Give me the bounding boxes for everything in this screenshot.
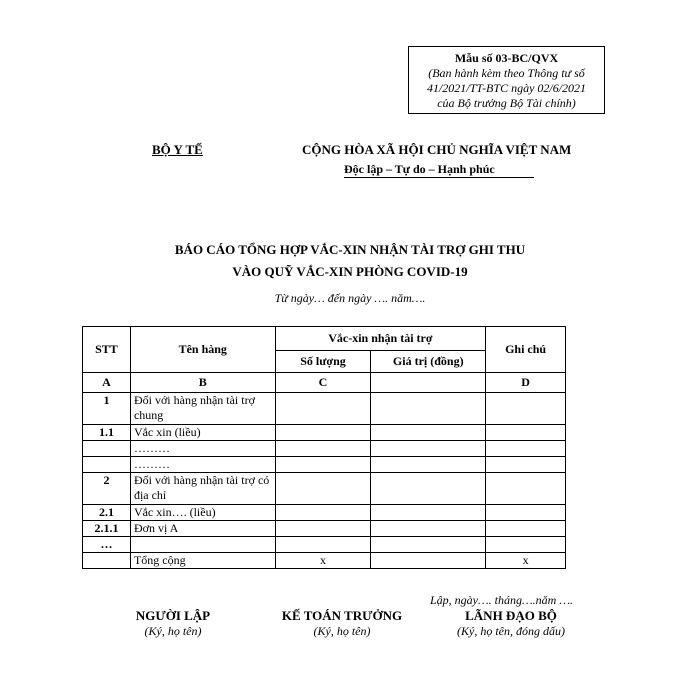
cell-value — [371, 521, 486, 537]
cell-stt: … — [83, 537, 131, 553]
cell-value — [371, 457, 486, 473]
cell-note — [486, 505, 566, 521]
accountant-title: KẾ TOÁN TRƯỞNG — [281, 608, 403, 623]
cell-value — [371, 425, 486, 441]
header-stt: STT — [83, 327, 131, 373]
cell-name: Đơn vị A — [130, 521, 275, 537]
table-row — [83, 457, 566, 473]
cell-note — [486, 393, 566, 425]
preparer-title: NGƯỜI LẬP — [135, 608, 211, 623]
code-b: B — [130, 373, 275, 393]
motto: Độc lập – Tự do – Hạnh phúc — [344, 162, 495, 176]
cell-name: Vắc xin…. (liều) — [130, 505, 275, 521]
code-d: D — [486, 373, 566, 393]
cell-note — [486, 521, 566, 537]
motto-underline — [344, 177, 534, 178]
cell-value — [371, 537, 486, 553]
cell-qty — [275, 425, 371, 441]
code-a: A — [83, 373, 131, 393]
table-row — [83, 521, 566, 537]
ministry-name: BỘ Y TẾ — [152, 142, 203, 157]
cell-stt: 2 — [83, 473, 131, 505]
cell-qty — [275, 457, 371, 473]
report-table — [82, 326, 566, 569]
form-code-box — [408, 46, 605, 114]
cell-qty — [275, 393, 371, 425]
cell-value — [371, 393, 486, 425]
cell-note: x — [486, 553, 566, 569]
cell-stt: 1 — [83, 393, 131, 425]
cell-name: Đối với hàng nhận tài trợ chung — [130, 393, 275, 425]
table-row — [83, 505, 566, 521]
cell-name: ……… — [130, 457, 275, 473]
cell-note — [486, 537, 566, 553]
cell-value — [371, 553, 486, 569]
cell-stt: 2.1.1 — [83, 521, 131, 537]
cell-stt — [83, 553, 131, 569]
cell-value — [371, 505, 486, 521]
form-note-line3: của Bộ trưởng Bộ Tài chính) — [437, 96, 576, 110]
cell-value — [371, 473, 486, 505]
report-period: Từ ngày… đến ngày …. năm…. — [274, 291, 426, 305]
report-title-line2: VÀO QUỸ VẮC-XIN PHÒNG COVID-19 — [232, 264, 468, 279]
table-row — [83, 393, 566, 425]
cell-stt — [83, 457, 131, 473]
cell-stt — [83, 441, 131, 457]
signature-preparer — [118, 608, 228, 639]
cell-note — [486, 473, 566, 505]
header-quantity: Số lượng — [275, 351, 371, 373]
cell-name: Tổng cộng — [130, 553, 275, 569]
form-note-line2: 41/2021/TT-BTC ngày 02/6/2021 — [426, 81, 587, 95]
cell-stt: 2.1 — [83, 505, 131, 521]
cell-name: ……… — [130, 441, 275, 457]
cell-name: Đối với hàng nhận tài trợ có địa chỉ — [130, 473, 275, 505]
cell-qty: x — [275, 553, 371, 569]
cell-qty — [275, 473, 371, 505]
form-code: Mẫu số 03-BC/QVX — [454, 51, 559, 65]
header-note: Ghi chú — [486, 327, 566, 373]
nation-name: CỘNG HÒA XÃ HỘI CHỦ NGHĨA VIỆT NAM — [302, 142, 572, 157]
code-empty — [371, 373, 486, 393]
signature-accountant — [262, 608, 422, 639]
cell-note — [486, 425, 566, 441]
cell-qty — [275, 537, 371, 553]
table-row — [83, 553, 566, 569]
form-note-line1: (Ban hành kèm theo Thông tư số — [428, 66, 585, 80]
table-row — [83, 425, 566, 441]
leader-sub: (Ký, họ tên, đóng dấu) — [457, 624, 565, 638]
header-value: Giá trị (đồng) — [371, 351, 486, 373]
cell-name: Vắc xin (liều) — [130, 425, 275, 441]
table-row — [83, 537, 566, 553]
table-row — [83, 441, 566, 457]
leader-title: LÃNH ĐẠO BỘ — [465, 608, 557, 623]
code-c: C — [275, 373, 371, 393]
cell-value — [371, 441, 486, 457]
cell-name — [130, 537, 275, 553]
table-row — [83, 473, 566, 505]
signature-leader — [436, 608, 586, 639]
cell-stt: 1.1 — [83, 425, 131, 441]
cell-qty — [275, 505, 371, 521]
code-row — [83, 373, 566, 393]
cell-note — [486, 457, 566, 473]
report-title-line1: BÁO CÁO TỔNG HỢP VẮC-XIN NHẬN TÀI TRỢ GHI THU — [174, 242, 526, 257]
place-date: Lập, ngày…. tháng….năm …. — [430, 593, 574, 607]
cell-qty — [275, 521, 371, 537]
cell-note — [486, 441, 566, 457]
header-vaccine-group: Vắc-xin nhận tài trợ — [275, 327, 486, 351]
header-name: Tên hàng — [130, 327, 275, 373]
accountant-sub: (Ký, họ tên) — [313, 624, 371, 638]
cell-qty — [275, 441, 371, 457]
preparer-sub: (Ký, họ tên) — [144, 624, 202, 638]
